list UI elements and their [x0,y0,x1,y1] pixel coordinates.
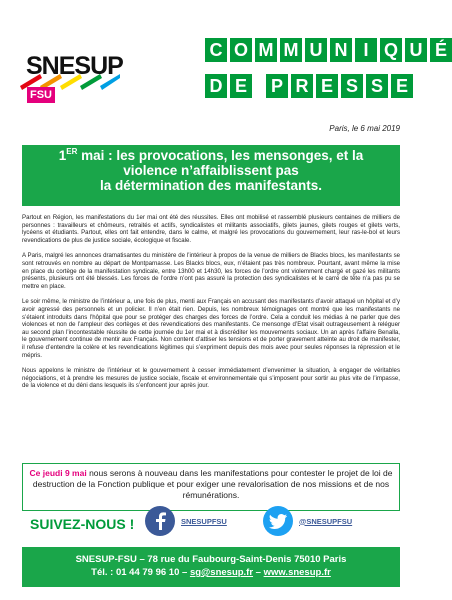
facebook-link[interactable] [145,506,227,536]
paragraph: Le soir même, le ministre de l’intérieur a, une fois de plus, menti aux Français en accusant des manifestants d’avoir attaqué un hôpital et d’y avoir agressé des personnels et un policier. Il n’en était rien. Depuis, les nombreux témoignages ont montré que les manifestants ne s’étaient introduits dans l’hôpital que pour se protéger des charges des forces de l’ordre. Cela a conduit les médias à ne parler que des violences et non de l’ampleur des cortèges et des revendications des manifestants. Ce mensonge d’Etat visait outrageusement à reléguer au second plan l’incontestable réussite de cette journée du 1er mai et à discréditer les mouvements sociaux. Un an après l’affaire Benalla, le gouvernement continue de mentir aux Français. Non content d’attiser les tensions et de porter gravement atteinte au droit de manifester, il refuse d’entendre la colère et les revendications légitimes qui s’expriment depuis des mois avec pour seules réponses la répression et le mépris. [22,298,400,359]
title-communique [205,38,452,62]
title-letter: E [230,74,252,98]
title-letter: N [330,38,352,62]
headline-banner [22,145,400,206]
title-letter: M [255,38,277,62]
headline-sup: ER [66,147,78,156]
paragraph: Nous appelons le ministre de l’intérieur et le gouvernement à cesser immédiatement d’envenimer la situation, à engager de véritables négociations, et à prendre les mesures de justice sociale, fiscale et environnementale qui s’imposent pour sortir au plus vite de l’impasse, de la violence et du déni dans lesquels ils s’enfoncent jour après jour. [22,367,400,390]
footer-email-link[interactable]: sg@snesup.fr [189,567,254,578]
headline-line-1 [22,148,400,163]
title-letter: M [280,38,302,62]
footer-website-link[interactable]: www.snesup.fr [263,567,331,578]
title-letter: É [430,38,452,62]
article-body [22,214,400,398]
headline-number: 1 [58,148,67,163]
headline-line-3: la détermination des manifestants. [99,178,323,193]
logo-wordmark [26,52,123,110]
title-letter: S [341,74,363,98]
title-letter: O [230,38,252,62]
twitter-link[interactable] [263,506,352,536]
mobilisation-callout [22,463,400,511]
title-letter: S [366,74,388,98]
title-space [255,74,263,98]
title-letter: U [305,38,327,62]
facebook-handle[interactable]: SNESUPFSU [181,516,227,526]
title-letter: E [316,74,338,98]
title-letter: C [205,38,227,62]
press-date: Paris, le 6 mai 2019 [329,124,400,133]
callout-text: nous serons à nouveau dans les manifestations pour contester le projet de loi de destruction de la Fonction publique et pour exiger une revalorisation de nos missions et de nos rémunérations. [32,468,393,500]
title-letter: P [266,74,288,98]
follow-us-label: SUIVEZ-NOUS ! [30,516,135,532]
snesup-logo [20,30,123,101]
logo-main: SNESUP [26,52,123,80]
footer-address: SNESUP-FSU – 78 rue du Faubourg-Saint-Denis 75010 Paris [75,554,347,565]
title-letter: Q [380,38,402,62]
footer-contact [22,547,400,587]
title-letter: D [205,74,227,98]
paragraph: Partout en Région, les manifestations du 1er mai ont été des réussites. Elles ont mobilisé et rassemblé plusieurs centaines de milliers de personnes : travailleurs et chômeurs, retraités et actifs, syndicalistes et militants associatifs, gilets jaunes, gilets rouges et gilets verts, lycéens et étudiants. Partout, elles ont fait entendre, dans le calme, et malgré les provocations du gouvernement, leur ras-le-bol et leurs revendications de plus de justice sociale, écologique et fiscale. [22,214,400,244]
footer-separator: – [253,567,264,578]
twitter-icon [263,506,293,536]
title-letter: E [391,74,413,98]
title-letter: I [355,38,377,62]
footer-contact-line [22,566,400,579]
logo-fsu-badge: FSU [27,87,55,103]
title-de-presse [205,74,413,98]
headline-text: mai : les provocations, les mensonges, et la [77,148,364,163]
headline-line-2: violence n’affaiblissent pas [123,163,299,178]
paragraph: A Paris, malgré les annonces dramatisantes du ministère de l’intérieur à propos de la venue de milliers de Blacks blocs, les manifestants se sont retrouvés en nombre au départ de Montparnasse. Les Blacks blocs, eux, n’étaient pas très nombreux. Pourtant, avant même la mise en place du cortège de la manifestation syndicale, entre 13h00 et 14h30, les forces de l’ordre ont violemment chargé et gazé les militants présents, plusieurs ont été blessés. Les forces de l’ordre n’ont pas assuré la protection des syndicalistes et le carré de tête n’a pas pu se mettre en place. [22,252,400,290]
facebook-icon [145,506,175,536]
title-letter: R [291,74,313,98]
title-letter: U [405,38,427,62]
callout-highlight: Ce jeudi 9 mai [29,468,87,478]
twitter-handle[interactable]: @SNESUPFSU [299,516,353,526]
footer-phone: Tél. : 01 44 79 96 10 – [91,567,190,578]
